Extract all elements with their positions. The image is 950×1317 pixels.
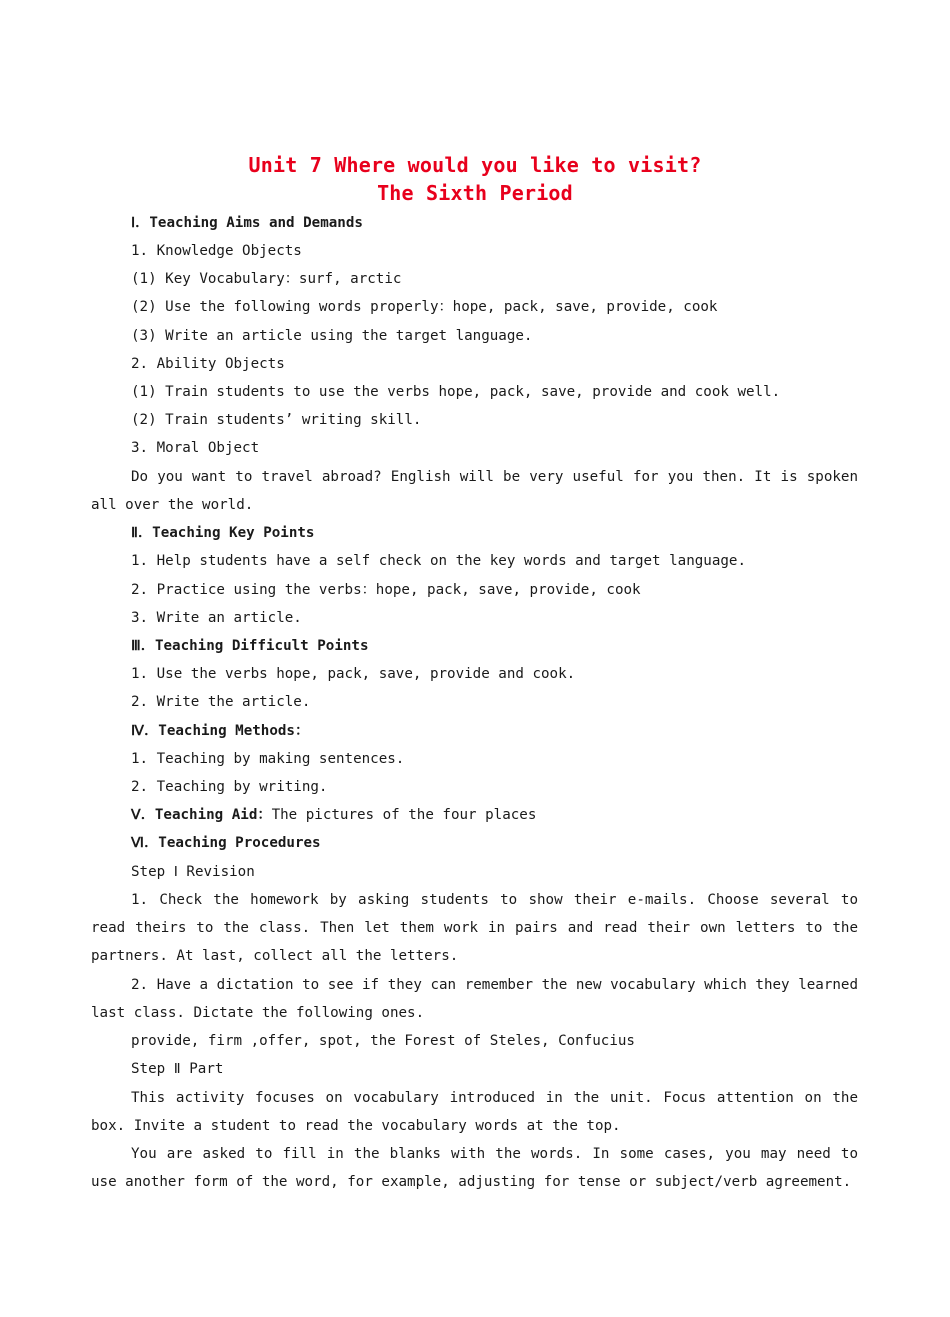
section-heading-procedures: Ⅵ．Teaching Procedures bbox=[131, 835, 321, 851]
document-title: Unit 7 Where would you like to visit? bbox=[248, 153, 702, 177]
dictation-words: provide, firm ,offer, spot, the Forest of Steles, Confucius bbox=[131, 1033, 635, 1049]
moral-paragraph: Do you want to travel abroad? English will be very useful for you then. It is spoken all over the world. bbox=[91, 469, 858, 513]
knowledge-objects: 1. Knowledge Objects bbox=[131, 243, 302, 259]
section-heading-difficult-points: Ⅲ．Teaching Difficult Points bbox=[131, 638, 369, 654]
knowledge-item-1: (1) Key Vocabulary：surf, arctic bbox=[131, 271, 402, 287]
step-1-title: Step Ⅰ Revision bbox=[131, 864, 255, 880]
knowledge-item-2: (2) Use the following words properly：hope, pack, save, provide, cook bbox=[131, 299, 718, 315]
teaching-aid-text: The pictures of the four places bbox=[271, 807, 537, 823]
section-heading-aims: Ⅰ．Teaching Aims and Demands bbox=[131, 215, 363, 231]
moral-object: 3. Moral Object bbox=[131, 440, 260, 456]
key-point-1: 1. Help students have a self check on the key words and target language. bbox=[131, 553, 746, 569]
step-2-paragraph-2: You are asked to fill in the blanks with the words. In some cases, you may need to use another form of the word, for example, adjusting for tense or subject/verb agreement. bbox=[91, 1146, 858, 1190]
section-heading-methods: Ⅳ．Teaching Methods： bbox=[131, 723, 310, 739]
key-point-3: 3. Write an article. bbox=[131, 610, 302, 626]
document-subtitle: The Sixth Period bbox=[377, 181, 573, 205]
ability-item-1: (1) Train students to use the verbs hope, pack, save, provide and cook well. bbox=[131, 384, 781, 400]
difficult-point-1: 1. Use the verbs hope, pack, save, provide and cook. bbox=[131, 666, 576, 682]
knowledge-item-3: (3) Write an article using the target language. bbox=[131, 328, 533, 344]
section-heading-key-points: Ⅱ．Teaching Key Points bbox=[131, 525, 315, 541]
method-1: 1. Teaching by making sentences. bbox=[131, 751, 405, 767]
teaching-aid bbox=[131, 801, 858, 829]
ability-objects: 2. Ability Objects bbox=[131, 356, 285, 372]
ability-item-2: (2) Train students’ writing skill. bbox=[131, 412, 422, 428]
method-2: 2. Teaching by writing. bbox=[131, 779, 328, 795]
key-point-2: 2. Practice using the verbs：hope, pack, save, provide, cook bbox=[131, 582, 641, 598]
step-2-title: Step Ⅱ Part bbox=[131, 1061, 224, 1077]
section-heading-aid: Ⅴ．Teaching Aid： bbox=[131, 807, 272, 823]
step-2-paragraph-1: This activity focuses on vocabulary introduced in the unit. Focus attention on the box. Invite a student to read the vocabulary words at the top. bbox=[91, 1090, 858, 1134]
step-1-paragraph-1: 1. Check the homework by asking students to show their e-mails. Choose several to read theirs to the class. Then let them work in pairs and read their own letters to the partners. At last, collect all the letters. bbox=[91, 892, 858, 964]
step-1-paragraph-2: 2. Have a dictation to see if they can remember the new vocabulary which they learned last class. Dictate the following ones. bbox=[91, 977, 858, 1021]
difficult-point-2: 2. Write the article. bbox=[131, 694, 311, 710]
